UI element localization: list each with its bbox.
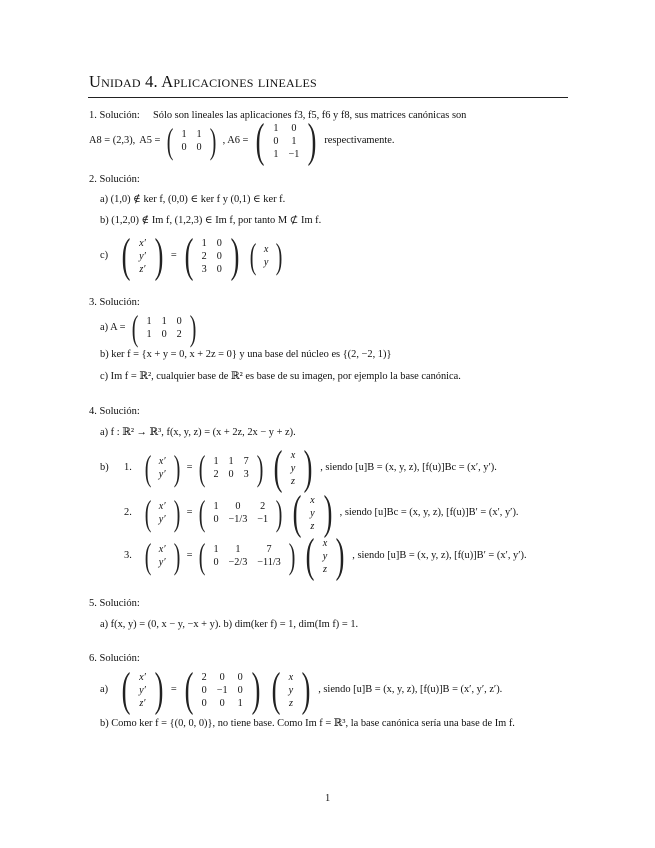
matrix-cell: x′ [139, 237, 146, 249]
left-paren: ( [167, 121, 174, 161]
left-paren: ( [184, 663, 194, 716]
s6-a-vector [268, 663, 315, 716]
s1-a8: A8 = (2,3), [89, 134, 136, 146]
matrix-cell: 2 [201, 250, 207, 262]
right-paren: ) [173, 448, 180, 488]
matrix-cell: 1 [235, 544, 241, 555]
matrix-cell: z [290, 475, 295, 487]
matrix-entries [154, 500, 171, 526]
matrix-cell: z [310, 520, 315, 532]
matrix-cell: 1 [273, 148, 279, 160]
matrix-entries [208, 500, 273, 526]
right-paren: ) [209, 121, 216, 161]
matrix-cell: 1 [213, 456, 219, 467]
right-paren: ) [307, 114, 317, 167]
s4-i1-matrix [196, 450, 265, 486]
matrix-cell: 1 [291, 135, 297, 147]
s4-i3-vector [302, 529, 349, 582]
matrix-cell: 0 [213, 557, 219, 568]
right-paren: ) [251, 663, 261, 716]
s2-b: b) (1,2,0) ∉ Im f, (1,2,3) ∈ Im f, por tanto M ⊄ Im f. [100, 215, 322, 226]
s6-b: b) Como ker f = {(0, 0, 0)}, no tiene base. Como Im f = ℝ³, la base canónica sería una base de Im f. [100, 718, 515, 729]
right-paren: ) [256, 448, 264, 488]
s2-a: a) (1,0) ∉ ker f, (0,0) ∈ ker f y (0,1) ∈ ker f. [100, 194, 286, 205]
matrix-cell: z [288, 697, 293, 709]
matrix-cell: 3 [201, 263, 207, 275]
matrix-cell: y′ [158, 557, 166, 568]
matrix-cell: 0 [196, 142, 202, 153]
right-paren: ) [301, 663, 311, 716]
left-paren: ( [249, 236, 257, 276]
left-paren: ( [144, 448, 152, 488]
equals-sign: = [186, 549, 193, 561]
left-paren: ( [305, 529, 315, 582]
matrix-cell: 0 [273, 135, 279, 147]
matrix-cell: x′ [139, 671, 146, 683]
matrix-cell: y [288, 684, 294, 696]
s2-c-matrix [181, 229, 243, 282]
s5-heading: 5. Solución: [89, 598, 140, 609]
matrix-cell: y′ [139, 250, 146, 262]
s1-heading: 1. Solución: [89, 110, 140, 121]
matrix-entries [154, 543, 171, 569]
equals-sign: = [170, 249, 177, 261]
matrix-entries [208, 455, 253, 481]
s4-i3-tail: , siendo [u]B = (x, y, z), [f(u)]B′ = (x′, y′). [352, 549, 527, 561]
s6-a-matrix [181, 663, 264, 716]
matrix-entries [318, 537, 333, 576]
matrix-cell: 0 [213, 514, 219, 525]
right-paren: ) [154, 229, 164, 282]
matrix-cell: x [288, 671, 294, 683]
s4-i1-lhs [142, 450, 183, 486]
matrix-cell: y′ [139, 684, 146, 696]
matrix-entries [197, 237, 227, 276]
matrix-cell: y [290, 462, 296, 474]
matrix-entries [208, 543, 285, 569]
left-paren: ( [121, 229, 131, 282]
matrix-cell: y′ [158, 469, 166, 480]
s4-i2-tail: , siendo [u]Bc = (x, y, z), [f(u)]B′ = (x′, y′). [339, 506, 519, 518]
matrix-cell: x′ [158, 544, 166, 555]
matrix-cell: 1 [161, 316, 167, 327]
right-paren: ) [303, 441, 313, 494]
matrix-entries [268, 122, 304, 161]
s4-a: a) f : ℝ² → ℝ³, f(x, y, z) = (x + 2z, 2x − y + z). [100, 427, 296, 438]
matrix-cell: 2 [213, 469, 219, 480]
matrix-cell: 7 [243, 456, 249, 467]
matrix-cell: 0 [237, 684, 243, 696]
matrix-cell: x′ [158, 456, 166, 467]
matrix-cell: −11/3 [257, 557, 281, 568]
s3-heading: 3. Solución: [89, 297, 140, 308]
left-paren: ( [199, 448, 206, 488]
right-paren: ) [154, 663, 164, 716]
s5-a: a) f(x, y) = (0, x − y, −x + y). b) dim(ker f) = 1, dim(Im f) = 1. [100, 619, 359, 630]
matrix-cell: 0 [176, 316, 182, 327]
left-paren: ( [256, 114, 265, 167]
matrix-cell: y [322, 550, 328, 562]
matrix-entries [154, 455, 171, 481]
matrix-cell: 2 [201, 671, 207, 683]
left-paren: ( [144, 493, 152, 533]
matrix-cell: 0 [235, 501, 241, 512]
s2-heading: 2. Solución: [89, 174, 140, 185]
matrix-cell: z′ [139, 263, 146, 275]
matrix-cell: −1 [216, 684, 228, 696]
matrix-entries [176, 128, 206, 154]
s4-i2-lhs [142, 495, 183, 531]
left-paren: ( [271, 663, 281, 716]
right-paren: ) [173, 493, 180, 533]
matrix-cell: 2 [260, 501, 266, 512]
right-paren: ) [323, 486, 333, 539]
matrix-cell: 0 [161, 329, 167, 340]
s3-a-label: a) A = [100, 321, 126, 333]
matrix-cell: 1 [273, 122, 279, 134]
s4-item-2 [124, 486, 519, 539]
matrix-cell: 3 [243, 469, 249, 480]
matrix-cell: 1 [237, 697, 243, 709]
matrix-cell: x [310, 494, 315, 506]
s1-tail: respectivamente. [324, 134, 395, 146]
s3-b: b) ker f = {x + y = 0, x + 2z = 0} y una base del núcleo es {(2, −2, 1)} [100, 349, 392, 360]
s3-c: c) Im f = ℝ², cualquier base de ℝ² es base de su imagen, por ejemplo la base canónica. [100, 371, 461, 382]
matrix-entries [141, 315, 186, 341]
matrix-cell: 1 [146, 316, 152, 327]
s1-a5-matrix [164, 123, 218, 159]
left-paren: ( [121, 663, 131, 716]
right-paren: ) [189, 308, 197, 348]
s6-a-lhs [118, 663, 167, 716]
matrix-cell: −1 [257, 514, 269, 525]
left-paren: ( [132, 308, 139, 348]
matrix-cell: 1 [146, 329, 152, 340]
page-title: Unidad 4. Aplicaciones lineales [89, 72, 317, 91]
matrix-entries [286, 449, 301, 488]
matrix-cell: 1 [213, 544, 219, 555]
right-paren: ) [275, 493, 283, 533]
left-paren: ( [292, 486, 302, 539]
s6-a-tail: , siendo [u]B = (x, y, z), [f(u)]B = (x′, y′, z′). [318, 683, 503, 695]
matrix-entries [305, 494, 320, 533]
s1-line1: Sólo son lineales las aplicaciones f3, f5, f6 y f8, sus matrices canónicas son [153, 110, 467, 121]
equals-sign: = [186, 506, 193, 518]
s4-i1-label: 1. [124, 461, 132, 473]
equals-sign: = [186, 461, 193, 473]
s4-i2-matrix [196, 495, 285, 531]
right-paren: ) [230, 229, 240, 282]
s4-b-label: b) [100, 462, 109, 473]
matrix-cell: 0 [201, 697, 207, 709]
s2-c [100, 229, 285, 282]
s2-c-lhs [118, 229, 167, 282]
matrix-entries [134, 237, 151, 276]
matrix-cell: 0 [216, 250, 222, 262]
left-paren: ( [273, 441, 283, 494]
left-paren: ( [184, 229, 194, 282]
matrix-cell: 0 [216, 237, 222, 249]
s6-a-label: a) [100, 683, 109, 695]
s4-i3-lhs [142, 538, 183, 574]
matrix-cell: y′ [158, 514, 166, 525]
s4-heading: 4. Solución: [89, 406, 140, 417]
matrix-entries [284, 671, 299, 710]
matrix-cell: x′ [158, 501, 166, 512]
s1-a6-matrix [252, 114, 320, 167]
right-paren: ) [276, 236, 283, 276]
right-paren: ) [288, 536, 296, 576]
s2-c-label: c) [100, 249, 109, 261]
matrix-cell: −1/3 [228, 514, 248, 525]
matrix-cell: 0 [237, 671, 243, 683]
matrix-cell: 2 [176, 329, 182, 340]
matrix-cell: x [290, 449, 296, 461]
s4-i1-tail: , siendo [u]B = (x, y, z), [f(u)]Bc = (x′, y′). [320, 461, 497, 473]
s4-i3-label: 3. [124, 549, 132, 561]
equals-sign: = [170, 683, 177, 695]
s4-i2-label: 2. [124, 506, 132, 518]
matrix-cell: 7 [266, 544, 272, 555]
matrix-cell: x [263, 244, 269, 255]
s2-c-vector [247, 238, 286, 274]
s4-item-1 [124, 441, 497, 494]
matrix-cell: 0 [201, 684, 207, 696]
s3-a-matrix [129, 310, 198, 346]
s1-a5-label: A5 = [139, 134, 161, 146]
matrix-cell: 0 [228, 469, 234, 480]
s4-item-3 [124, 529, 527, 582]
matrix-entries [197, 671, 248, 710]
s6-heading: 6. Solución: [89, 653, 140, 664]
matrix-cell: y [263, 257, 269, 268]
right-paren: ) [335, 529, 345, 582]
left-paren: ( [199, 493, 206, 533]
matrix-entries [259, 243, 274, 269]
left-paren: ( [144, 536, 152, 576]
s1-a6-label: , A6 = [222, 134, 249, 146]
matrix-cell: 1 [228, 456, 234, 467]
matrix-cell: 0 [219, 671, 225, 683]
right-paren: ) [173, 536, 180, 576]
matrix-cell: z [323, 563, 328, 575]
title-rule [88, 97, 568, 98]
matrix-cell: 0 [219, 697, 225, 709]
matrix-entries [134, 671, 151, 710]
page-number: 1 [325, 793, 331, 804]
matrix-cell: −1 [288, 148, 300, 160]
matrix-cell: −2/3 [228, 557, 248, 568]
s6-a [100, 663, 503, 716]
matrix-cell: 1 [201, 237, 207, 249]
matrix-cell: y [310, 507, 315, 519]
s3-a [100, 308, 199, 348]
matrix-cell: z′ [139, 697, 146, 709]
matrix-cell: 0 [216, 263, 222, 275]
s4-i3-matrix [196, 538, 297, 574]
left-paren: ( [199, 536, 206, 576]
s4-i1-vector [270, 441, 317, 494]
matrix-cell: 1 [196, 129, 202, 140]
matrix-cell: 0 [181, 142, 187, 153]
matrix-cell: 1 [213, 501, 219, 512]
matrix-cell: 1 [181, 129, 187, 140]
matrix-cell: 0 [291, 122, 297, 134]
matrix-cell: x [322, 537, 328, 549]
